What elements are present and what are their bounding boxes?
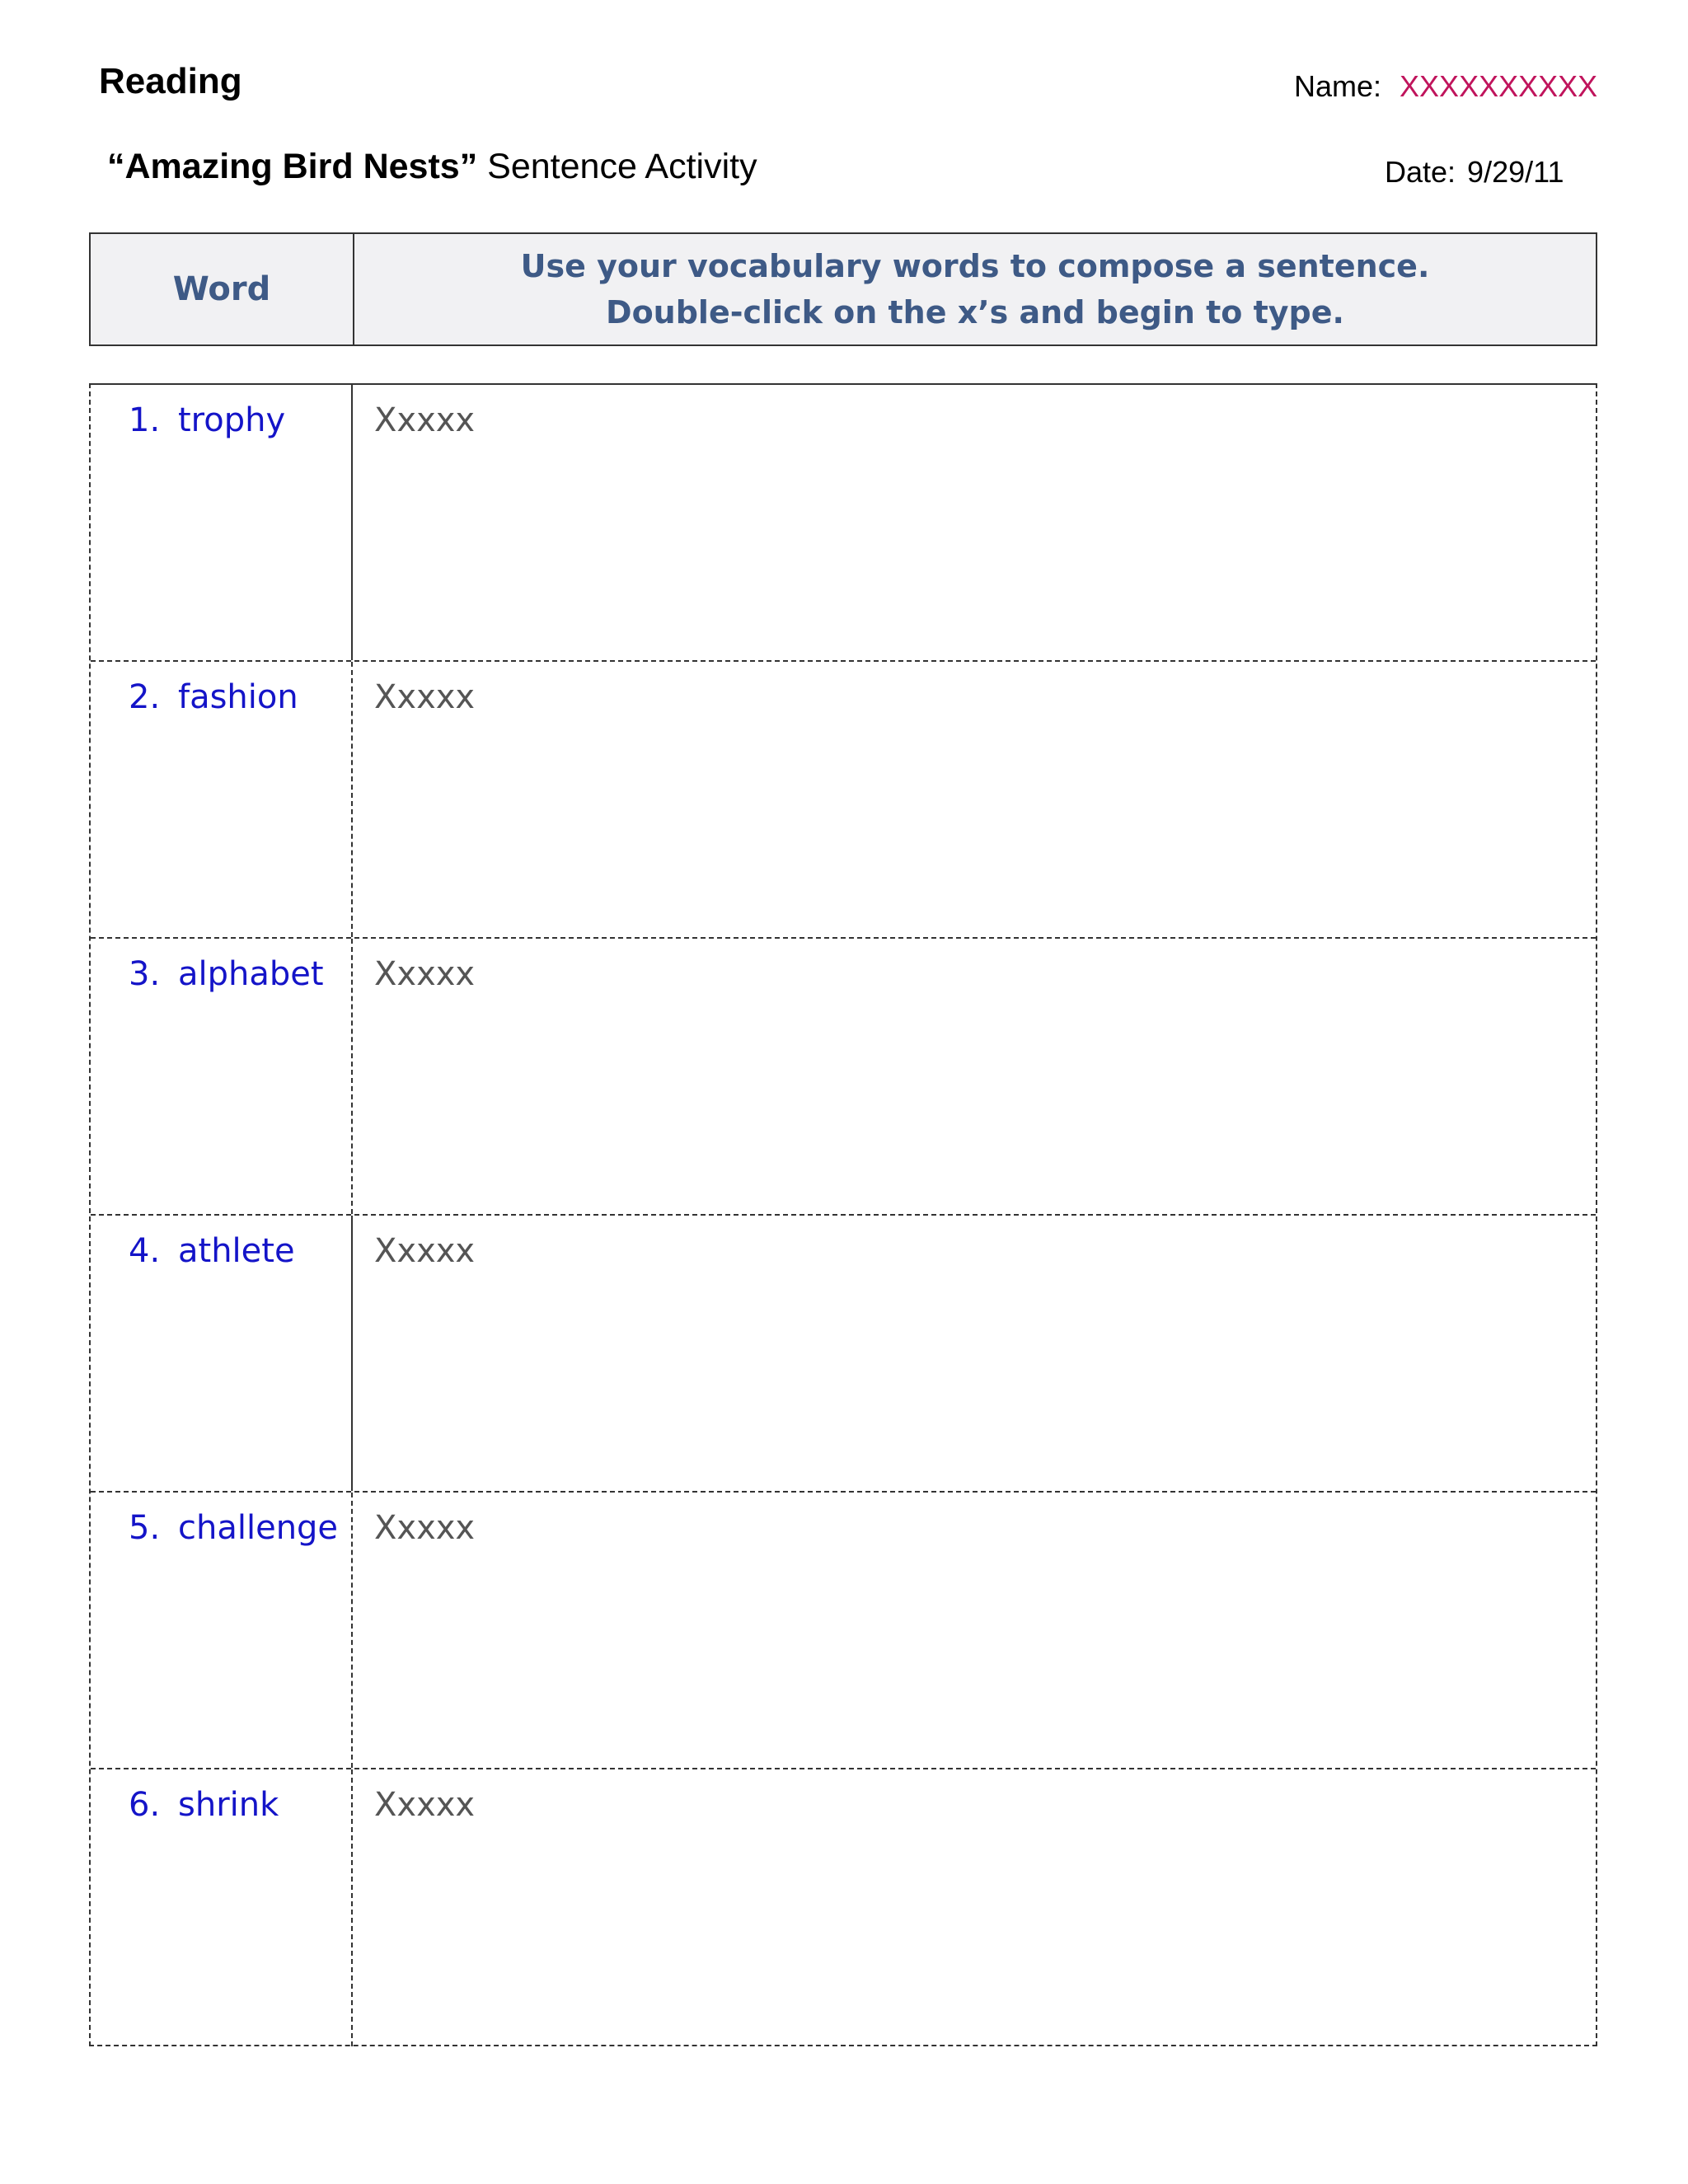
row-number: 2.: [129, 678, 161, 716]
instruction-header: [354, 234, 1596, 344]
row-number: 3.: [129, 955, 161, 993]
vocabulary-table: [89, 383, 1597, 2046]
sentence-field[interactable]: Xxxxx: [374, 678, 476, 716]
name-label: Name:: [1294, 69, 1382, 103]
instruction-line-1: Use your vocabulary words to compose a sentence.: [520, 248, 1430, 284]
vocab-word-cell: [91, 1493, 353, 1768]
vocab-word-cell: [91, 939, 353, 1214]
table-row: [91, 662, 1596, 939]
activity-title: Sentence Activity: [487, 147, 757, 186]
sentence-field[interactable]: Xxxxx: [374, 1509, 476, 1547]
sentence-field[interactable]: Xxxxx: [374, 955, 476, 993]
vocab-word-cell: [91, 385, 353, 660]
subject-heading: Reading: [99, 61, 242, 101]
vocab-word: trophy: [178, 401, 286, 439]
vocab-word: alphabet: [178, 955, 324, 993]
name-field[interactable]: XXXXXXXXXX: [1400, 69, 1598, 103]
table-header: [89, 232, 1597, 346]
row-number: 4.: [129, 1232, 161, 1270]
vocab-word-cell: [91, 662, 353, 937]
table-row: [91, 1493, 1596, 1769]
vocab-word-cell: [91, 1216, 353, 1491]
word-column-header: Word: [91, 234, 354, 344]
vocab-word-cell: [91, 1769, 353, 2046]
page-title: [107, 147, 757, 187]
vocab-word: shrink: [178, 1786, 279, 1824]
table-row: [91, 1216, 1596, 1493]
date-line: [1385, 155, 1564, 190]
sentence-field[interactable]: Xxxxx: [374, 1786, 476, 1824]
row-number: 1.: [129, 401, 161, 439]
table-row: [91, 1769, 1596, 2046]
name-line: [1294, 69, 1597, 104]
vocab-word: fashion: [178, 678, 298, 716]
date-value[interactable]: 9/29/11: [1467, 155, 1564, 189]
table-row: [91, 939, 1596, 1216]
vocab-word: challenge: [178, 1509, 339, 1547]
instruction-line-2: Double-click on the x’s and begin to type.: [606, 294, 1344, 330]
row-number: 6.: [129, 1786, 161, 1824]
sentence-field[interactable]: Xxxxx: [374, 1232, 476, 1270]
vocab-word: athlete: [178, 1232, 295, 1270]
table-row: [91, 385, 1596, 662]
row-number: 5.: [129, 1509, 161, 1547]
date-label: Date:: [1385, 155, 1456, 189]
sentence-field[interactable]: Xxxxx: [374, 401, 476, 439]
story-title: “Amazing Bird Nests”: [107, 147, 478, 186]
